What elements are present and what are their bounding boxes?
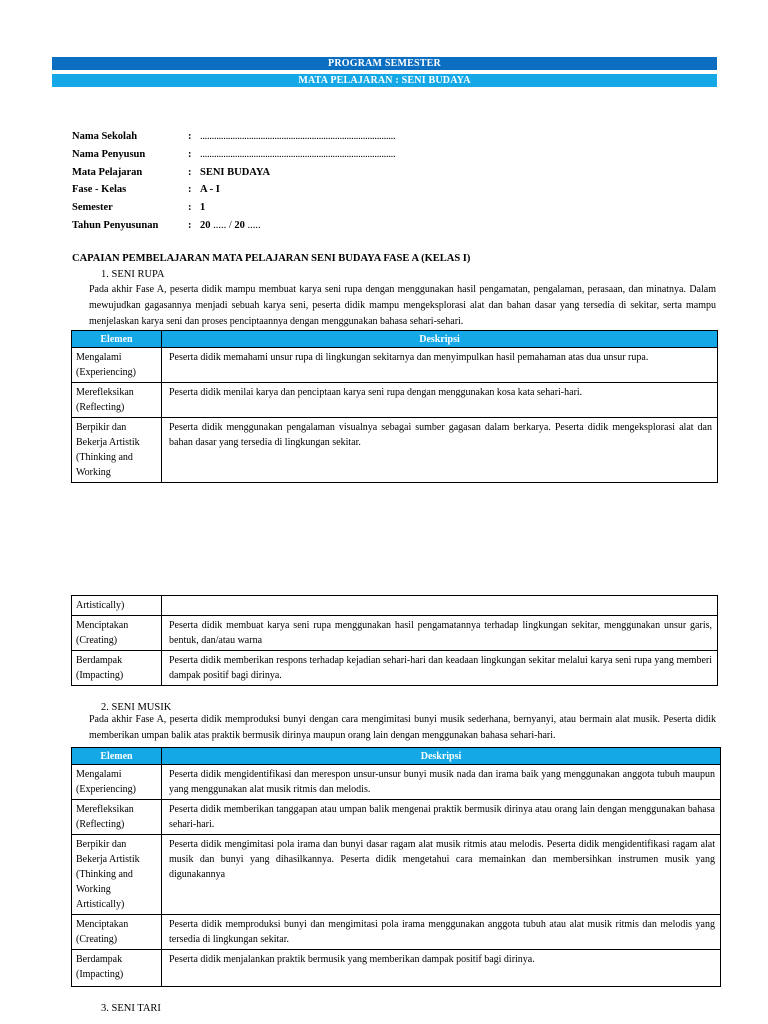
- deskripsi-cell: Peserta didik mengidentifikasi dan merespon unsur-unsur bunyi musik nada dan irama baik yang menggunakan anggota tubuh maupun yang menggunakan alat musik ritmis dan melodis.: [162, 765, 721, 800]
- info-row-school: [72, 128, 395, 146]
- author-name-blank: ....................................................................................: [200, 148, 396, 160]
- elemen-cell: Berdampak (Impacting): [72, 950, 162, 987]
- phase-value: A - I: [200, 184, 220, 196]
- deskripsi-cell: Peserta didik menjalankan praktik bermusik yang memberikan dampak positif bagi dirinya.: [162, 950, 721, 987]
- deskripsi-cell: Peserta didik mengimitasi pola irama dan bunyi dasar ragam alat musik ritmis atau melodis. Peserta didik mengidentifikasi ragam alat musik dan bunyi yang dihasilkannya. Peserta didik mengetahui cara memainkan dan membersihkan instrumen musik yang digunakannya: [162, 835, 721, 915]
- info-label: Fase - Kelas: [72, 184, 127, 196]
- info-row-year: [72, 217, 395, 235]
- school-name-blank: ....................................................................................: [200, 131, 396, 143]
- table-row: [72, 835, 721, 915]
- info-colon: :: [188, 148, 192, 160]
- year-start: 20: [200, 220, 211, 232]
- section-title-seni-tari: 3. SENI TARI: [101, 1003, 161, 1014]
- subject-banner: MATA PELAJARAN : SENI BUDAYA: [52, 74, 717, 87]
- table-row: [72, 950, 721, 987]
- info-label: Mata Pelajaran: [72, 166, 143, 178]
- learning-outcomes-heading: CAPAIAN PEMBELAJARAN MATA PELAJARAN SENI BUDAYA FASE A (KELAS I): [72, 253, 471, 264]
- year-dots-end: .....: [244, 220, 261, 232]
- elemen-cell: Berpikir dan Bekerja Artistik (Thinking and Working: [72, 418, 162, 483]
- elemen-cell: Artistically): [72, 596, 162, 616]
- elemen-cell: Merefleksikan (Reflecting): [72, 800, 162, 835]
- info-row-author: [72, 146, 395, 164]
- subject-value: SENI BUDAYA: [200, 166, 271, 178]
- deskripsi-cell: Peserta didik menilai karya dan penciptaan karya seni rupa dengan menggunakan kosa kata sehari-hari.: [162, 383, 718, 418]
- deskripsi-cell: Peserta didik memproduksi bunyi dan mengimitasi pola irama menggunakan anggota tubuh atau alat musik ritmis dan melodis yang tersedia di lingkungan sekitar.: [162, 915, 721, 950]
- table-row: [72, 651, 718, 686]
- elemen-cell: Mengalami (Experiencing): [72, 348, 162, 383]
- table-row: [72, 596, 718, 616]
- table-row: [72, 616, 718, 651]
- deskripsi-cell: [162, 596, 718, 616]
- table-seni-rupa-continued: [71, 595, 718, 686]
- deskripsi-cell: Peserta didik memberikan respons terhadap kejadian sehari-hari dan keadaan lingkungan sekitar melalui karya seni rupa yang memberi dampak positif bagi dirinya.: [162, 651, 718, 686]
- info-colon: :: [188, 131, 192, 143]
- table-row: [72, 800, 721, 835]
- info-label: Tahun Penyusunan: [72, 220, 159, 232]
- deskripsi-cell: Peserta didik membuat karya seni rupa menggunakan hasil pengamatannya terhadap lingkungan sekitar, menggunakan unsur garis, bentuk, dan/atau warna: [162, 616, 718, 651]
- info-label: Nama Penyusun: [72, 148, 146, 160]
- info-label: Semester: [72, 202, 113, 214]
- table-row: [72, 418, 718, 483]
- elemen-cell: Mengalami (Experiencing): [72, 765, 162, 800]
- elemen-cell: Merefleksikan (Reflecting): [72, 383, 162, 418]
- info-colon: :: [188, 202, 192, 214]
- section-title-seni-rupa: 1. SENI RUPA: [101, 269, 165, 280]
- table-seni-musik: [71, 747, 721, 987]
- info-row-subject: [72, 164, 395, 182]
- info-row-semester: [72, 199, 395, 217]
- elemen-cell: Berdampak (Impacting): [72, 651, 162, 686]
- table-seni-rupa: [71, 330, 718, 483]
- year-dots: ..... /: [210, 220, 235, 232]
- table-row: [72, 348, 718, 383]
- column-header-elemen: Elemen: [72, 748, 162, 765]
- info-colon: :: [188, 220, 192, 232]
- section-title-seni-musik: 2. SENI MUSIK: [101, 702, 172, 713]
- info-colon: :: [188, 184, 192, 196]
- elemen-cell: Berpikir dan Bekerja Artistik (Thinking and Working Artistically): [72, 835, 162, 915]
- elemen-cell: Menciptakan (Creating): [72, 915, 162, 950]
- year-value: [200, 219, 261, 233]
- info-colon: :: [188, 166, 192, 178]
- table-row: [72, 765, 721, 800]
- deskripsi-cell: Peserta didik menggunakan pengalaman visualnya sebagai sumber gagasan dalam berkarya. Peserta didik mengeksplorasi alat dan bahan dasar yang tersedia di lingkungan sekitar.: [162, 418, 718, 483]
- column-header-deskripsi: Deskripsi: [162, 331, 718, 348]
- column-header-elemen: Elemen: [72, 331, 162, 348]
- deskripsi-cell: Peserta didik memahami unsur rupa di lingkungan sekitarnya dan menyimpulkan hasil pemahaman atas dua unsur rupa.: [162, 348, 718, 383]
- year-end: 20: [234, 220, 245, 232]
- identity-block: [72, 128, 395, 235]
- elemen-cell: Menciptakan (Creating): [72, 616, 162, 651]
- info-label: Nama Sekolah: [72, 131, 138, 143]
- paragraph-seni-musik: Pada akhir Fase A, peserta didik memproduksi bunyi dengan cara mengimitasi bunyi musik sederhana, bernyanyi, atau bermain alat musik. Peserta didik memberikan umpan balik atas praktik bermusik dirinya maupun orang lain dengan menggunakan bahasa sehari-hari.: [89, 714, 716, 741]
- deskripsi-cell: Peserta didik memberikan tanggapan atau umpan balik mengenai praktik bermusik dirinya atau orang lain dengan menggunakan bahasa sehari-hari.: [162, 800, 721, 835]
- paragraph-seni-rupa: Pada akhir Fase A, peserta didik mampu membuat karya seni rupa dengan menggunakan hasil pengamatan, pengalaman, perasaan, dan minatnya. Dalam mewujudkan gagasannya menjadi sebuah karya seni, peserta didik mampu mengeksplorasi alat dan bahan dasar yang tersedia di sekitar, serta mampu menjelaskan karya seni dan proses penciptaannya dengan menggunakan bahasa sehari-sehari.: [89, 284, 716, 327]
- column-header-deskripsi: Deskripsi: [162, 748, 721, 765]
- table-row: [72, 383, 718, 418]
- program-semester-banner: PROGRAM SEMESTER: [52, 57, 717, 70]
- info-row-phase: [72, 181, 395, 199]
- table-row: [72, 915, 721, 950]
- semester-value: 1: [200, 202, 206, 214]
